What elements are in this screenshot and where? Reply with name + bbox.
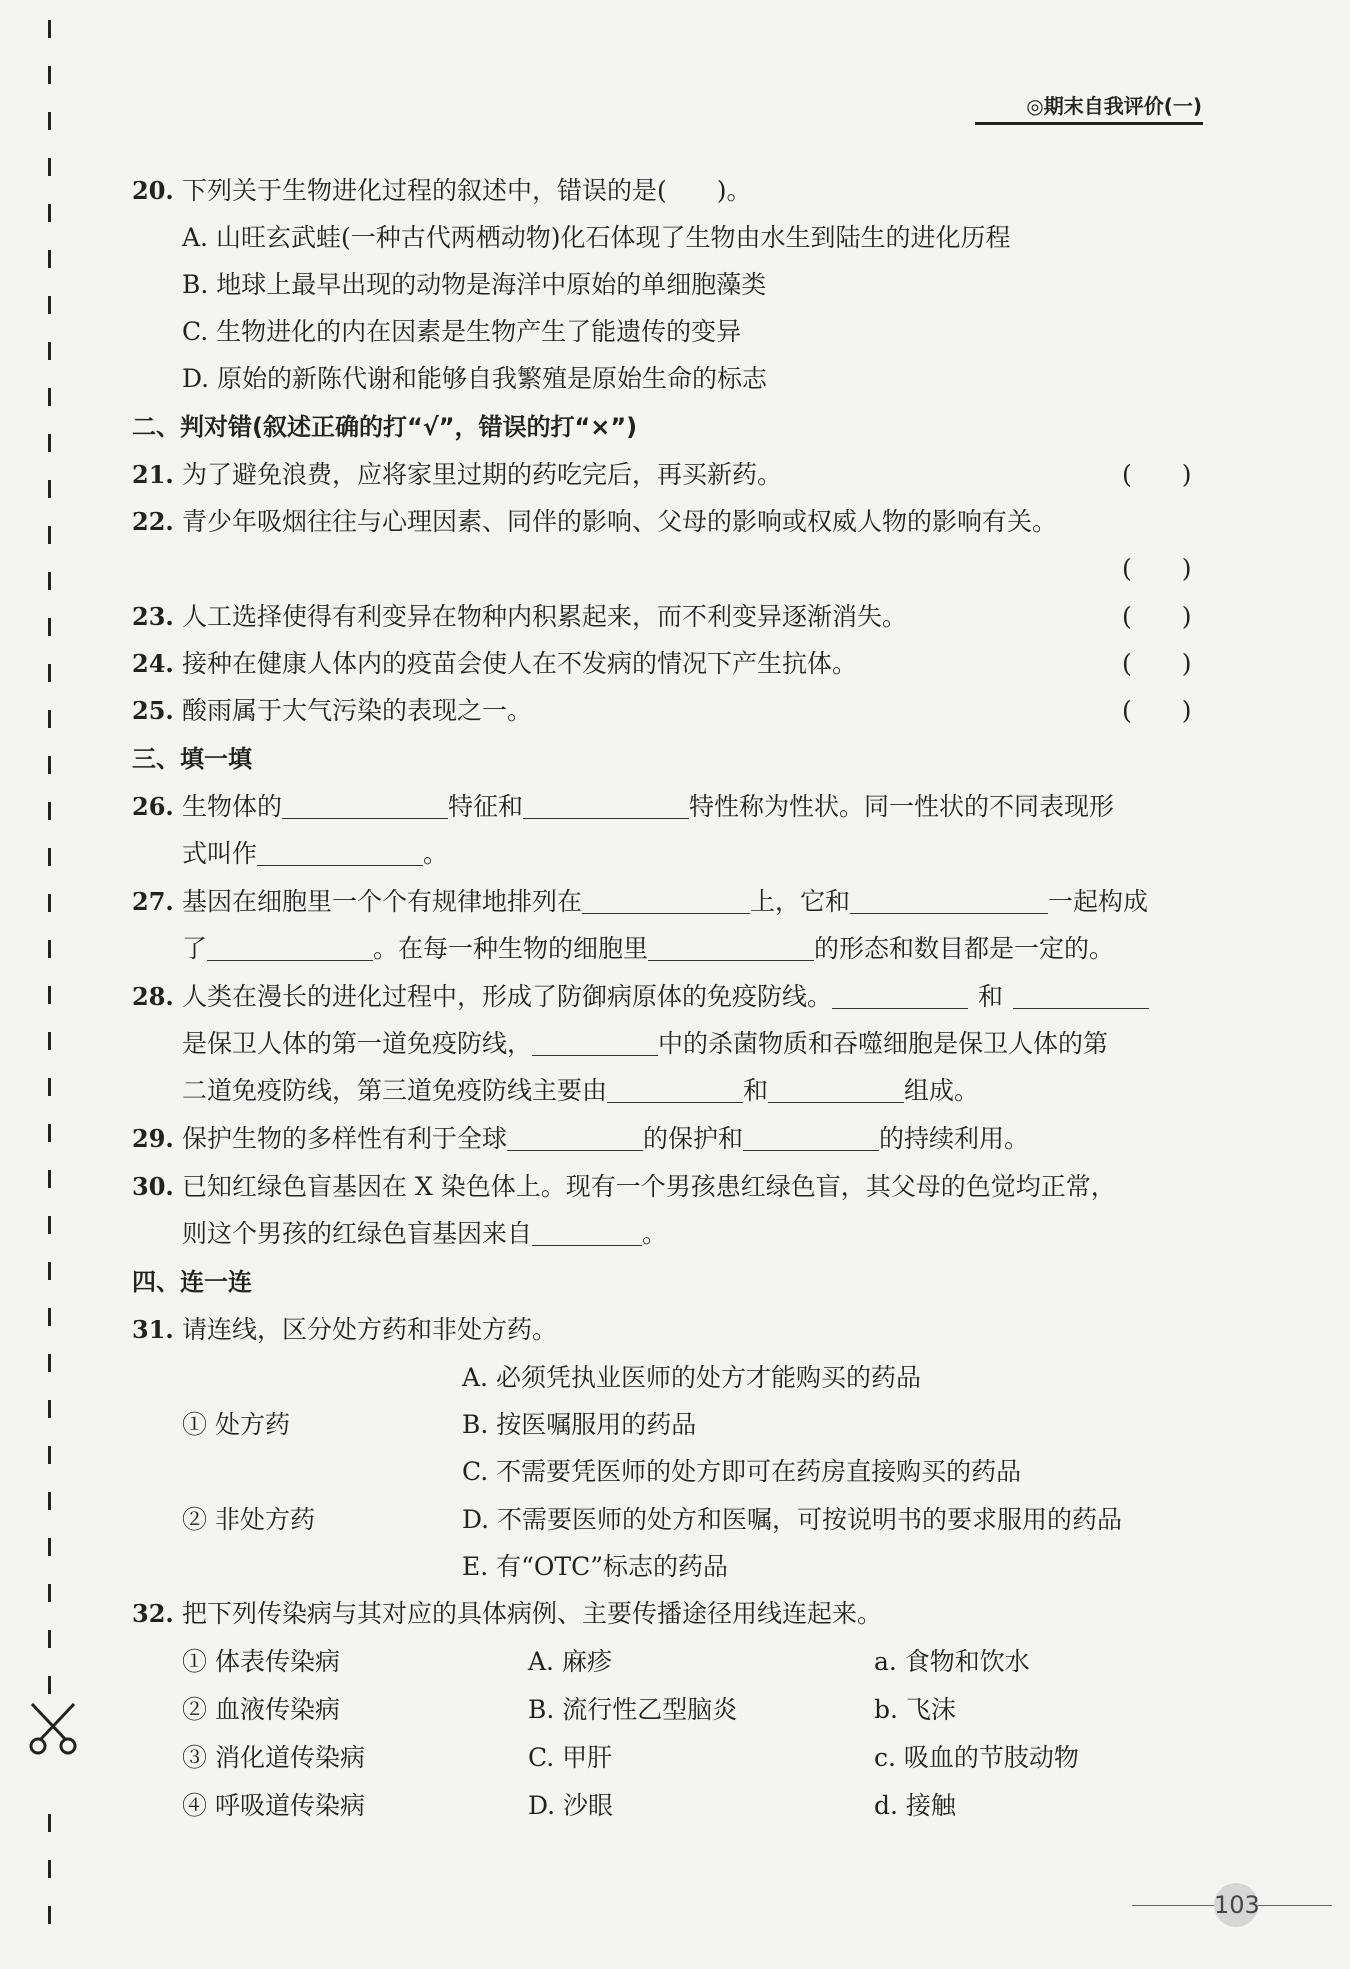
cut-line-dash	[48, 112, 51, 130]
q29-blank-1[interactable]	[507, 1124, 643, 1151]
cut-line-dash	[48, 342, 51, 360]
cut-line-dash	[48, 1630, 51, 1648]
q29-line-1	[182, 1122, 1029, 1156]
q28-text-6: 和	[743, 1076, 769, 1105]
q32-disease-1[interactable]: ① 体表传染病	[182, 1647, 340, 1676]
q26-text-2: 特征和	[448, 792, 524, 821]
q30-text-3: 。	[642, 1219, 668, 1248]
q28-number: 28.	[132, 982, 174, 1011]
q31-option-b[interactable]: B. 按医嘱服用的药品	[462, 1410, 697, 1439]
cut-line-dash	[48, 572, 51, 590]
q28-blank-1[interactable]	[832, 982, 968, 1009]
cut-line-dash	[48, 388, 51, 406]
cut-line-dash	[48, 434, 51, 452]
cut-line-dash	[48, 756, 51, 774]
q28-text-1: 人类在漫长的进化过程中，形成了防御病原体的免疫防线。	[182, 982, 833, 1011]
cut-line-dash	[48, 1032, 51, 1050]
cut-line-dash	[48, 802, 51, 820]
cut-line-dash	[48, 1538, 51, 1556]
q27-text-1: 基因在细胞里一个个有规律地排列在	[182, 887, 583, 916]
q28-line-3	[182, 1074, 979, 1108]
cut-line-dash	[48, 296, 51, 314]
q32-stem: 把下列传染病与其对应的具体病例、主要传播途径用线连起来。	[182, 1599, 883, 1628]
section-3-title: 三、填一填	[132, 745, 252, 773]
cut-line-dash	[48, 940, 51, 958]
cut-line-dash	[48, 1584, 51, 1602]
q28-line-1	[182, 980, 1149, 1014]
cut-line-dash	[48, 20, 51, 38]
header-rule	[975, 122, 1203, 125]
q27-blank-1[interactable]	[582, 887, 750, 914]
q28-blank-4[interactable]	[607, 1076, 743, 1103]
q20-number: 20.	[132, 176, 174, 205]
q31-stem: 请连线，区分处方药和非处方药。	[182, 1315, 558, 1344]
q26-text-5: 。	[423, 839, 449, 868]
q32-case-c[interactable]: C. 甲肝	[528, 1743, 613, 1772]
q30-number: 30.	[132, 1172, 174, 1201]
q20-option-d: D. 原始的新陈代谢和能够自我繁殖是原始生命的标志	[182, 364, 768, 393]
page-header: ◎期末自我评价(一)	[1026, 94, 1202, 118]
q20-stem: 下列关于生物进化过程的叙述中，错误的是( )。	[182, 176, 752, 205]
cut-line-dash	[48, 894, 51, 912]
q24-number: 24.	[132, 649, 174, 678]
q27-blank-3[interactable]	[207, 934, 373, 961]
cut-line-dash	[48, 1078, 51, 1096]
q26-blank-3[interactable]	[257, 839, 423, 866]
q29-text-3: 的持续利用。	[879, 1124, 1030, 1153]
q32-case-d[interactable]: D. 沙眼	[528, 1791, 614, 1820]
q32-route-c[interactable]: c. 吸血的节肢动物	[874, 1743, 1079, 1772]
q26-blank-2[interactable]	[523, 792, 689, 819]
cut-line-dash	[48, 204, 51, 222]
q22-text: 青少年吸烟往往与心理因素、同伴的影响、父母的影响或权威人物的影响有关。	[182, 507, 1058, 536]
q30-line-1: 已知红绿色盲基因在 X 染色体上。现有一个男孩患红绿色盲，其父母的色觉均正常，	[182, 1172, 1116, 1201]
q26-text-1: 生物体的	[182, 792, 283, 821]
q23-text: 人工选择使得有利变异在物种内积累起来，而不利变异逐渐消失。	[182, 602, 908, 631]
q27-text-6: 的形态和数目都是一定的。	[814, 934, 1115, 963]
q32-route-d[interactable]: d. 接触	[874, 1791, 956, 1820]
cut-line-dash	[48, 526, 51, 544]
q29-blank-2[interactable]	[743, 1124, 879, 1151]
q26-text-3: 特性称为性状。同一性状的不同表现形	[689, 792, 1115, 821]
cut-line-dash	[48, 1124, 51, 1142]
q27-line-2	[182, 932, 1114, 966]
cut-line-dash	[48, 1170, 51, 1188]
q27-text-3: 一起构成	[1048, 887, 1149, 916]
q32-disease-2[interactable]: ② 血液传染病	[182, 1695, 340, 1724]
q28-blank-3[interactable]	[532, 1029, 658, 1056]
q21-text: 为了避免浪费，应将家里过期的药吃完后，再买新药。	[182, 460, 783, 489]
q31-option-c[interactable]: C. 不需要凭医师的处方即可在药房直接购买的药品	[462, 1457, 1022, 1486]
q31-number: 31.	[132, 1315, 174, 1344]
q28-text-5: 二道免疫防线，第三道免疫防线主要由	[182, 1076, 608, 1105]
q23-number: 23.	[132, 602, 174, 631]
q32-case-b[interactable]: B. 流行性乙型脑炎	[528, 1695, 738, 1724]
q21-answer-paren[interactable]: ( )	[1122, 460, 1192, 489]
cut-line-dash	[48, 1860, 51, 1878]
q26-text-4: 式叫作	[182, 839, 258, 868]
cut-line-dash	[48, 1446, 51, 1464]
q30-text-2: 则这个男孩的红绿色盲基因来自	[182, 1219, 533, 1248]
q31-item-2[interactable]: ② 非处方药	[182, 1505, 315, 1534]
q32-route-b[interactable]: b. 飞沫	[874, 1695, 956, 1724]
q27-number: 27.	[132, 887, 174, 916]
cut-line-dash	[48, 1262, 51, 1280]
cut-line	[48, 20, 54, 1950]
q29-text-1: 保护生物的多样性有利于全球	[182, 1124, 508, 1153]
cut-line-dash	[48, 848, 51, 866]
cut-line-dash	[48, 710, 51, 728]
q24-text: 接种在健康人体内的疫苗会使人在不发病的情况下产生抗体。	[182, 649, 858, 678]
q32-number: 32.	[132, 1599, 174, 1628]
q21-number: 21.	[132, 460, 174, 489]
q27-text-2: 上，它和	[750, 887, 851, 916]
q27-text-5: 。在每一种生物的细胞里	[373, 934, 649, 963]
q29-number: 29.	[132, 1124, 174, 1153]
cut-line-dash	[48, 1814, 51, 1832]
cut-line-dash	[48, 158, 51, 176]
q28-line-2	[182, 1027, 1108, 1061]
cut-line-dash	[48, 480, 51, 498]
q28-blank-5[interactable]	[768, 1076, 904, 1103]
q31-option-a[interactable]: A. 必须凭执业医师的处方才能购买的药品	[462, 1363, 921, 1392]
cut-line-dash	[48, 986, 51, 1004]
q23-answer-paren[interactable]: ( )	[1122, 602, 1192, 631]
q32-route-a[interactable]: a. 食物和饮水	[874, 1647, 1030, 1676]
cut-line-dash	[48, 1906, 51, 1924]
scissors-icon	[26, 1700, 80, 1756]
q22-number: 22.	[132, 507, 174, 536]
q22-answer-paren[interactable]: ( )	[1122, 554, 1192, 583]
q20-option-a: A. 山旺玄武蛙(一种古代两栖动物)化石体现了生物由水生到陆生的进化历程	[182, 223, 1011, 252]
q20-option-b: B. 地球上最早出现的动物是海洋中原始的单细胞藻类	[182, 270, 767, 299]
cut-line-dash	[48, 1216, 51, 1234]
q30-blank-1[interactable]	[532, 1219, 642, 1246]
q25-answer-paren[interactable]: ( )	[1122, 696, 1192, 725]
q28-text-2: 和	[978, 982, 1004, 1011]
q31-option-d[interactable]: D. 不需要医师的处方和医嘱，可按说明书的要求服用的药品	[462, 1505, 1123, 1534]
q24-answer-paren[interactable]: ( )	[1122, 649, 1192, 678]
section-2-title: 二、判对错(叙述正确的打“√”，错误的打“×”)	[132, 413, 638, 441]
q28-text-7: 组成。	[904, 1076, 980, 1105]
q28-text-4: 中的杀菌物质和吞噬细胞是保卫人体的第	[658, 1029, 1109, 1058]
section-4-title: 四、连一连	[132, 1268, 252, 1296]
q26-number: 26.	[132, 792, 174, 821]
q31-item-1[interactable]: ① 处方药	[182, 1410, 290, 1439]
q26-line-1	[182, 790, 1114, 824]
q31-option-e[interactable]: E. 有“OTC”标志的药品	[462, 1552, 729, 1581]
q27-text-4: 了	[182, 934, 208, 963]
q26-line-2	[182, 837, 448, 871]
q25-text: 酸雨属于大气污染的表现之一。	[182, 696, 533, 725]
q28-text-3: 是保卫人体的第一道免疫防线，	[182, 1029, 533, 1058]
q25-number: 25.	[132, 696, 174, 725]
cut-line-dash	[48, 664, 51, 682]
q28-blank-2[interactable]	[1013, 982, 1149, 1009]
cut-line-dash	[48, 1676, 51, 1694]
q27-blank-2[interactable]	[850, 887, 1048, 914]
cut-line-dash	[48, 1400, 51, 1418]
cut-line-dash	[48, 618, 51, 636]
q27-blank-4[interactable]	[648, 934, 814, 961]
q20-option-c: C. 生物进化的内在因素是生物产生了能遗传的变异	[182, 317, 742, 346]
cut-line-dash	[48, 66, 51, 84]
q27-line-1	[182, 885, 1148, 919]
page-number: 103	[1214, 1883, 1258, 1927]
cut-line-dash	[48, 1492, 51, 1510]
cut-line-dash	[48, 1308, 51, 1326]
q32-disease-3[interactable]: ③ 消化道传染病	[182, 1743, 365, 1772]
cut-line-dash	[48, 1354, 51, 1372]
q30-line-2	[182, 1217, 667, 1251]
q29-text-2: 的保护和	[643, 1124, 744, 1153]
cut-line-dash	[48, 250, 51, 268]
q32-disease-4[interactable]: ④ 呼吸道传染病	[182, 1791, 365, 1820]
q32-case-a[interactable]: A. 麻疹	[528, 1647, 612, 1676]
q26-blank-1[interactable]	[282, 792, 448, 819]
